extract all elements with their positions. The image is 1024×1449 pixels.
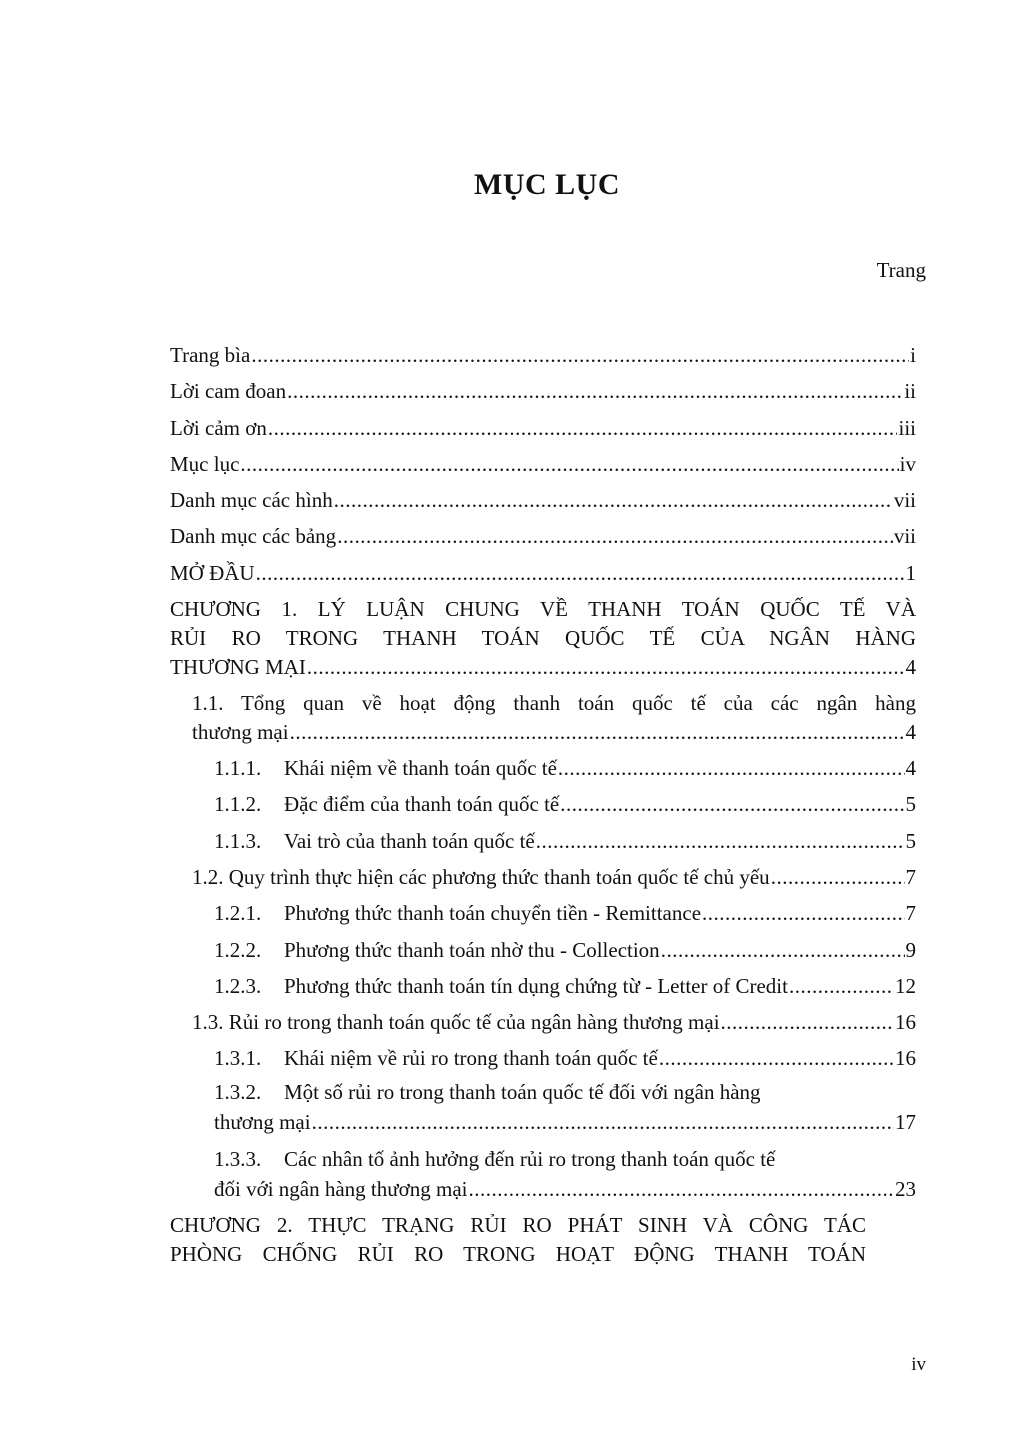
toc-entry-chapter-2[interactable]: [170, 1211, 866, 1269]
toc-entry-introduction[interactable]: MỞ ĐẦU ..... 1: [170, 555, 916, 591]
toc-entry-section-1-1[interactable]: 1.1. Tổng quan về hoạt động thanh toán quốc tế của các ngân hàng thương mại ..... 4: [170, 689, 916, 750]
page-title: MỤC LỤC: [474, 168, 620, 201]
toc-entry-section-1-2-1[interactable]: 1.2.1. Phương thức thanh toán chuyển tiền - Remittance ..... 7: [170, 895, 916, 931]
toc-entry-declaration[interactable]: Lời cam đoan ..... ii: [170, 373, 916, 409]
chapter-1-line-1: CHƯƠNG 1. LÝ LUẬN CHUNG VỀ THANH TOÁN QUỐC TẾ VÀ: [170, 597, 916, 622]
toc-entry-cover[interactable]: Trang bìa ..... i: [170, 337, 916, 373]
toc-entry-section-1-2[interactable]: 1.2. Quy trình thực hiện các phương thức thanh toán quốc tế chủ yếu ..... 7: [170, 859, 916, 895]
page-number: iv: [911, 1354, 926, 1375]
toc-entry-section-1-1-3[interactable]: 1.1.3. Vai trò của thanh toán quốc tế ..... 5: [170, 823, 916, 859]
toc-entry-section-1-3-3[interactable]: 1.3.3. Các nhân tố ảnh hưởng đến rủi ro trong thanh toán quốc tế đối với ngân hàng thương mại ..... 23: [170, 1144, 916, 1207]
toc-entry-contents[interactable]: Mục lục ..... iv: [170, 446, 916, 482]
toc-entry-section-1-1-2[interactable]: 1.1.2. Đặc điểm của thanh toán quốc tế ..... 5: [170, 786, 916, 822]
toc-entry-chapter-1[interactable]: CHƯƠNG 1. LÝ LUẬN CHUNG VỀ THANH TOÁN QUỐC TẾ VÀ RỦI RO TRONG THANH TOÁN QUỐC TẾ CỦA NGÂN HÀNG THƯƠNG MẠI ..... 4: [170, 595, 916, 685]
toc-entry-section-1-3-1[interactable]: 1.3.1. Khái niệm về rủi ro trong thanh toán quốc tế ..... 16: [170, 1040, 916, 1076]
page-column-label: Trang: [876, 258, 926, 282]
toc-entry-section-1-3-2[interactable]: 1.3.2. Một số rủi ro trong thanh toán quốc tế đối với ngân hàng thương mại ..... 17: [170, 1077, 864, 1140]
chapter-2-line-1: CHƯƠNG 2. THỰC TRẠNG RỦI RO PHÁT SINH VÀ CÔNG TÁC: [170, 1212, 866, 1237]
toc-entry-section-1-2-2[interactable]: 1.2.2. Phương thức thanh toán nhờ thu - Collection ..... 9: [170, 932, 916, 968]
toc-entry-section-1-2-3[interactable]: 1.2.3. Phương thức thanh toán tín dụng chứng từ - Letter of Credit ..... 12: [170, 968, 916, 1004]
chapter-2-line-2: PHÒNG CHỐNG RỦI RO TRONG HOẠT ĐỘNG THANH TOÁN: [170, 1241, 866, 1266]
toc-entry-section-1-1-1[interactable]: 1.1.1. Khái niệm về thanh toán quốc tế ..... 4: [170, 750, 916, 786]
toc-entry-list-of-figures[interactable]: Danh mục các hình ..... vii: [170, 482, 916, 518]
toc-entry-section-1-3[interactable]: 1.3. Rủi ro trong thanh toán quốc tế của ngân hàng thương mại ..... 16: [170, 1004, 916, 1040]
table-of-contents: [170, 337, 916, 1269]
chapter-1-line-2: RỦI RO TRONG THANH TOÁN QUỐC TẾ CỦA NGÂN HÀNG: [170, 626, 916, 651]
toc-entry-acknowledgement[interactable]: Lời cảm ơn ..... iii: [170, 410, 916, 446]
toc-entry-list-of-tables[interactable]: Danh mục các bảng ..... vii: [170, 518, 916, 554]
